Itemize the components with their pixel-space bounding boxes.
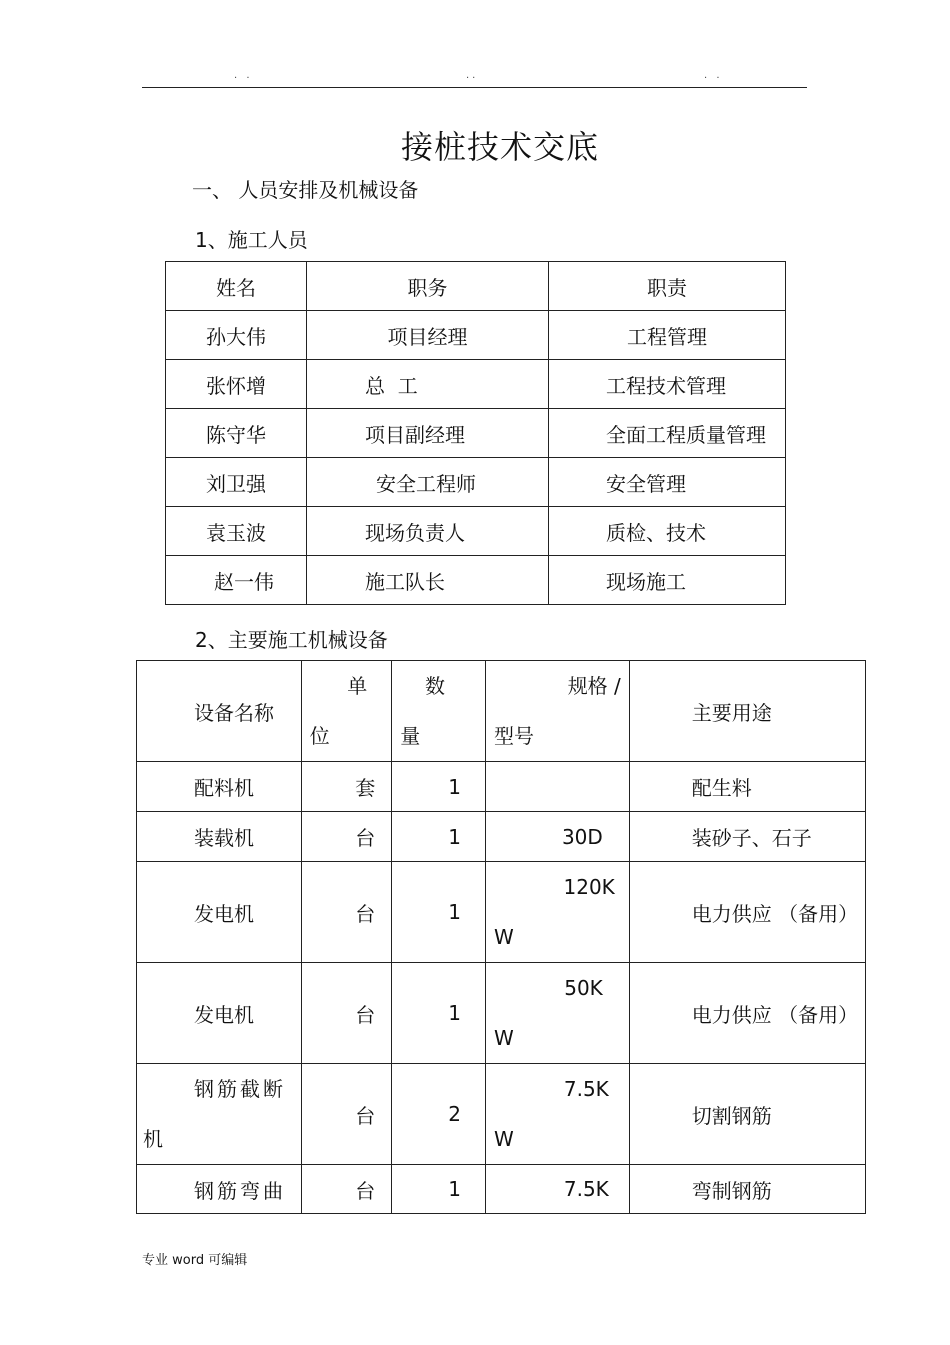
equipment-name: 钢筋弯曲 (137, 1165, 302, 1214)
equipment-name: 发电机 (137, 862, 302, 963)
staff-position: 施工队长 (307, 556, 549, 605)
table-header-row (137, 661, 866, 762)
equipment-spec: 7.5K (485, 1165, 629, 1214)
equipment-unit: 台 (301, 1064, 392, 1165)
header-unit (301, 661, 392, 762)
header-quantity (392, 661, 486, 762)
spec-line2: W (493, 925, 514, 949)
equipment-unit: 台 (301, 963, 392, 1064)
staff-name: 张怀增 (166, 360, 307, 409)
staff-position: 现场负责人 (307, 507, 549, 556)
equipment-table (136, 660, 866, 1214)
equipment-quantity: 1 (392, 812, 486, 862)
spec-line1: 7.5K (563, 1077, 609, 1101)
footer-note: 专业 word 可编辑 (142, 1253, 248, 1268)
equipment-quantity: 1 (392, 1165, 486, 1214)
header-rule (142, 87, 807, 88)
staff-name: 刘卫强 (166, 458, 307, 507)
header-equipment-name: 设备名称 (137, 661, 302, 762)
staff-table (165, 261, 786, 605)
document-title: 接桩技术交底 (400, 128, 599, 166)
equipment-quantity: 1 (392, 963, 486, 1064)
staff-duty: 安全管理 (549, 458, 786, 507)
equipment-usage: 切割钢筋 (629, 1064, 865, 1165)
table-row (166, 409, 786, 458)
table-header-row (166, 262, 786, 311)
staff-position: 项目副经理 (307, 409, 549, 458)
equipment-spec (485, 862, 629, 963)
section-heading-1: 一、 人员安排及机械设备 (192, 178, 419, 202)
equipment-quantity: 1 (392, 862, 486, 963)
header-quantity-line2: 量 (400, 724, 421, 748)
table-row (166, 458, 786, 507)
header-dots-left: . . (234, 70, 253, 81)
name-line2: 机 (143, 1127, 163, 1151)
header-quantity-line1: 数 (424, 674, 445, 698)
header-usage: 主要用途 (629, 661, 865, 762)
spec-line1: 120K (563, 875, 615, 899)
staff-name: 孙大伟 (166, 311, 307, 360)
equipment-usage: 电力供应 （备用） (629, 862, 865, 963)
staff-name: 赵一伟 (166, 556, 307, 605)
header-spec (485, 661, 629, 762)
equipment-usage: 弯制钢筋 (629, 1165, 865, 1214)
equipment-unit: 套 (301, 762, 392, 812)
table-row (137, 1064, 866, 1165)
header-dots-right: . . (704, 70, 723, 81)
equipment-name: 配料机 (137, 762, 302, 812)
equipment-spec: 30D (485, 812, 629, 862)
equipment-spec (485, 1064, 629, 1165)
staff-duty: 工程技术管理 (549, 360, 786, 409)
table-row (166, 360, 786, 409)
subsection-equipment: 2、主要施工机械设备 (195, 628, 388, 652)
staff-position: 项目经理 (307, 311, 549, 360)
staff-name: 陈守华 (166, 409, 307, 458)
equipment-unit: 台 (301, 1165, 392, 1214)
name-line1: 钢筋截断 (194, 1077, 286, 1101)
equipment-spec (485, 762, 629, 812)
staff-duty: 全面工程质量管理 (549, 409, 786, 458)
table-row (137, 762, 866, 812)
table-row (137, 862, 866, 963)
staff-position: 安全工程师 (307, 458, 549, 507)
header-duty: 职责 (549, 262, 786, 311)
table-row (137, 812, 866, 862)
equipment-unit: 台 (301, 862, 392, 963)
staff-duty: 质检、技术 (549, 507, 786, 556)
equipment-name: 发电机 (137, 963, 302, 1064)
equipment-name (137, 1064, 302, 1165)
equipment-quantity: 2 (392, 1064, 486, 1165)
table-row (137, 963, 866, 1064)
spec-line1: 50K (564, 976, 603, 1000)
table-row (166, 556, 786, 605)
table-row (166, 311, 786, 360)
staff-duty: 工程管理 (549, 311, 786, 360)
equipment-spec (485, 963, 629, 1064)
equipment-quantity: 1 (392, 762, 486, 812)
header-spec-line2: 型号 (493, 724, 534, 748)
header-position: 职务 (307, 262, 549, 311)
header-unit-line1: 单 (347, 674, 368, 698)
header-name: 姓名 (166, 262, 307, 311)
equipment-usage: 电力供应 （备用） (629, 963, 865, 1064)
spec-line2: W (493, 1127, 514, 1151)
table-row (137, 1165, 866, 1214)
table-row (166, 507, 786, 556)
staff-position: 总 工 (307, 360, 549, 409)
staff-name: 袁玉波 (166, 507, 307, 556)
staff-duty: 现场施工 (549, 556, 786, 605)
equipment-unit: 台 (301, 812, 392, 862)
spec-line2: W (493, 1026, 514, 1050)
header-dots-mid: .. (466, 70, 479, 81)
subsection-staff: 1、施工人员 (195, 228, 308, 252)
equipment-name: 装载机 (137, 812, 302, 862)
header-unit-line2: 位 (309, 724, 330, 748)
header-spec-line1: 规格 / (567, 674, 621, 698)
equipment-usage: 装砂子、石子 (629, 812, 865, 862)
equipment-usage: 配生料 (629, 762, 865, 812)
